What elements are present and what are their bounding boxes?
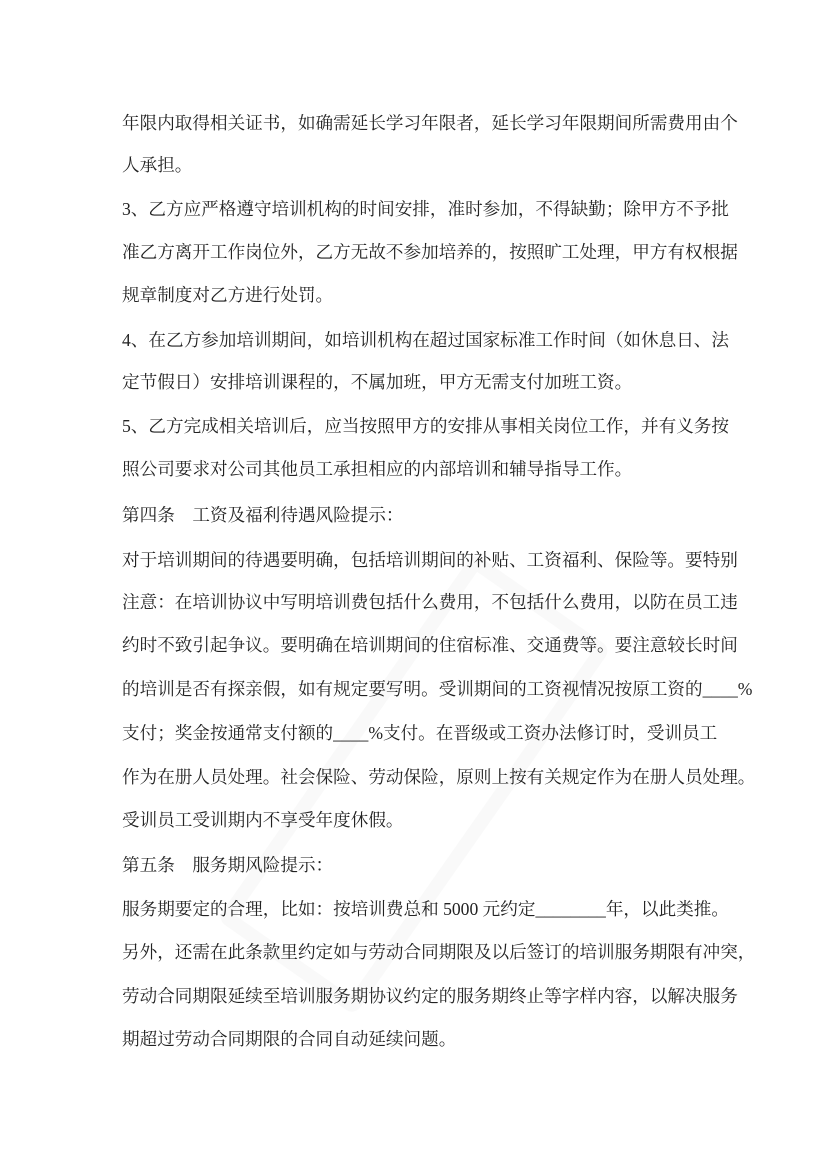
text-line: 的培训是否有探亲假，如有规定要写明。受训期间的工资视情况按原工资的____%	[122, 679, 753, 699]
text-line: 作为在册人员处理。社会保险、劳动保险，原则上按有关规定作为在册人员处理。	[122, 767, 756, 787]
text-line: 人承担。	[122, 155, 193, 175]
section-heading: 第四条 工资及福利待遇风险提示：	[122, 505, 404, 525]
text-line: 另外，还需在此条款里约定如与劳动合同期限及以后签订的培训服务期限有冲突，	[122, 942, 756, 962]
text-line: 定节假日）安排培训课程的，不属加班，甲方无需支付加班工资。	[122, 372, 633, 392]
text-line: 3、乙方应严格遵守培训机构的时间安排，准时参加，不得缺勤；除甲方不予批	[122, 199, 729, 219]
text-line: 受训员工受训期内不享受年度休假。	[122, 810, 404, 830]
text-line: 照公司要求对公司其他员工承担相应的内部培训和辅导指导工作。	[122, 459, 633, 479]
text-line: 准乙方离开工作岗位外，乙方无故不参加培养的，按照旷工处理，甲方有权根据	[122, 242, 738, 262]
text-line: 约时不致引起争议。要明确在培训期间的住宿标准、交通费等。要注意较长时间	[122, 635, 738, 655]
text-line: 5、乙方完成相关培训后，应当按照甲方的安排从事相关岗位工作，并有义务按	[122, 416, 729, 436]
text-line: 注意：在培训协议中写明培训费包括什么费用，不包括什么费用，以防在员工违	[122, 592, 738, 612]
text-line: 规章制度对乙方进行处罚。	[122, 285, 334, 305]
text-line: 服务期要定的合理，比如：按培训费总和 5000 元约定________年，以此类推。	[122, 899, 729, 919]
text-line: 支付；奖金按通常支付额的____%支付。在晋级或工资办法修订时，受训员工	[122, 723, 718, 743]
text-line: 期超过劳动合同期限的合同自动延续问题。	[122, 1029, 457, 1049]
text-line: 劳动合同期限延续至培训服务期协议约定的服务期终止等字样内容，以解决服务	[122, 986, 738, 1006]
text-line: 年限内取得相关证书，如确需延长学习年限者，延长学习年限期间所需费用由个	[122, 113, 738, 133]
text-line: 对于培训期间的待遇要明确，包括培训期间的补贴、工资福利、保险等。要特别	[122, 550, 738, 570]
section-heading: 第五条 服务期风险提示：	[122, 855, 334, 875]
text-line: 4、在乙方参加培训期间，如培训机构在超过国家标准工作时间（如休息日、法	[122, 330, 729, 350]
